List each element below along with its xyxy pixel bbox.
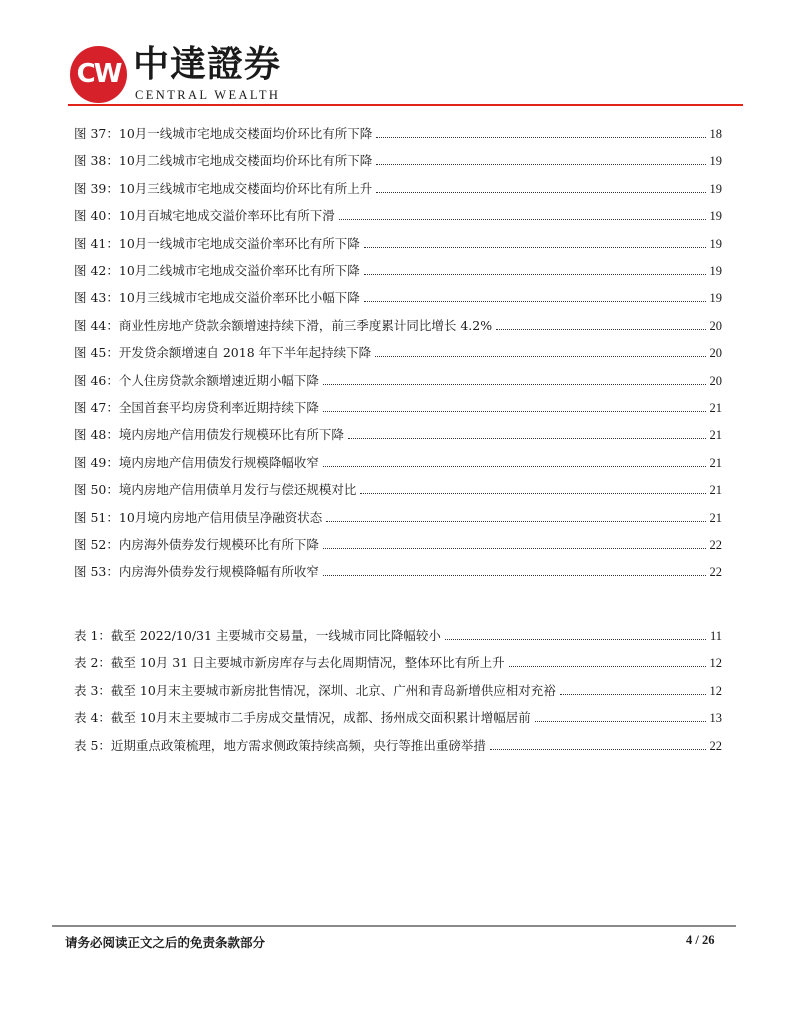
toc-entry-page: 12 (709, 656, 722, 671)
toc-entry[interactable] (74, 151, 722, 171)
header-divider (68, 104, 743, 106)
dot-leader (535, 720, 706, 722)
toc-entry-page: 22 (709, 565, 722, 580)
toc-entry[interactable] (74, 288, 722, 308)
dot-leader (339, 218, 706, 220)
toc-entry-label: 表 4：截至 10月末主要城市二手房成交量情况，成都、扬州成交面积累计增幅居前 (74, 710, 531, 726)
toc-entry-label: 图 39：10月三线城市宅地成交楼面均价环比有所上升 (74, 180, 373, 196)
toc-entry-page: 19 (709, 291, 722, 306)
toc-entry-label: 图 48：境内房地产信用债发行规模环比有所下降 (74, 427, 344, 443)
toc-entry-label: 表 5：近期重点政策梳理，地方需求侧政策持续高频，央行等推出重磅举措 (74, 737, 486, 753)
toc-entry-label: 图 37：10月一线城市宅地成交楼面均价环比有所下降 (74, 126, 373, 141)
toc-entry-label: 图 42：10月二线城市宅地成交溢价率环比有所下降 (74, 263, 360, 278)
toc-entry-page: 21 (709, 483, 722, 498)
toc-entry-label: 图 43：10月三线城市宅地成交溢价率环比小幅下降 (74, 290, 360, 306)
toc-entry-label: 图 47：全国首套平均房贷利率近期持续下降 (74, 400, 319, 415)
toc-entry-page: 21 (709, 510, 722, 525)
toc-entry[interactable] (74, 453, 722, 473)
toc-entry-page: 13 (709, 711, 722, 726)
toc-entry-label: 表 2：截至 10月 31 日主要城市新房库存与去化周期情况，整体环比有所上升 (74, 655, 505, 671)
dot-leader (376, 191, 705, 193)
dot-leader (323, 383, 706, 385)
dot-leader (490, 748, 706, 750)
dot-leader (376, 136, 705, 138)
toc-entry-page: 12 (709, 683, 722, 698)
toc-entry-page: 19 (709, 181, 722, 196)
toc-entry-page: 22 (709, 538, 722, 552)
toc-entry-page: 20 (709, 373, 722, 388)
toc-entry-label: 图 45：开发贷余额增速自 2018 年下半年起持续下降 (74, 345, 372, 361)
toc-entry[interactable] (74, 124, 722, 144)
company-name-en: CENTRAL WEALTH (135, 88, 281, 102)
toc-entry-label: 图 46：个人住房贷款余额增速近期小幅下降 (74, 372, 319, 388)
logo-mark: CW (76, 59, 121, 89)
dot-leader (375, 355, 705, 357)
toc-entry-page: 19 (709, 264, 722, 278)
toc-entry[interactable] (74, 371, 722, 391)
toc-entry[interactable] (74, 206, 722, 226)
toc-entry-label: 图 53：内房海外债券发行规模降幅有所收窄 (74, 564, 319, 580)
dot-leader (364, 300, 706, 302)
toc-entry-page: 21 (709, 455, 722, 470)
toc-entry-label: 图 40：10月百城宅地成交溢价率环比有所下滑 (74, 208, 335, 224)
toc-entry[interactable] (74, 736, 722, 756)
toc-entry[interactable] (74, 261, 722, 281)
dot-leader (364, 246, 706, 248)
toc-entry[interactable] (74, 626, 722, 646)
toc-entry[interactable] (74, 708, 722, 728)
footer-divider (52, 925, 736, 927)
toc-entry[interactable] (74, 425, 722, 445)
page-header (0, 0, 791, 112)
company-name-cn: 中達證券 (133, 43, 282, 85)
toc-entry-page: 11 (709, 629, 722, 643)
toc-entry[interactable] (74, 398, 722, 418)
dot-leader (360, 492, 705, 494)
dot-leader (323, 410, 706, 412)
toc-entry-page: 22 (709, 738, 722, 753)
toc-entry-label: 图 50：境内房地产信用债单月发行与偿还规模对比 (74, 482, 357, 498)
dot-leader (496, 328, 705, 330)
toc-entry-page: 19 (709, 209, 722, 224)
footer-disclaimer: 请务必阅读正文之后的免责条款部分 (65, 935, 266, 950)
toc-entry-label: 表 3：截至 10月末主要城市新房批售情况，深圳、北京、广州和青岛新增供应相对充裕 (74, 682, 556, 698)
dot-leader (348, 437, 706, 439)
toc-entry[interactable] (74, 508, 722, 528)
page-number: 4 / 26 (686, 933, 715, 947)
toc-entry[interactable] (74, 480, 722, 500)
dot-leader (560, 693, 706, 695)
dot-leader (323, 547, 706, 549)
toc-entry-page: 21 (709, 428, 722, 443)
dot-leader (364, 273, 706, 275)
toc-entry-page: 19 (709, 154, 722, 169)
toc-entry-page: 20 (709, 346, 722, 361)
toc-entry-page: 20 (709, 318, 722, 333)
toc-entry[interactable] (74, 179, 722, 199)
toc-entry-page: 18 (709, 127, 722, 141)
toc-entry[interactable] (74, 234, 722, 254)
toc-entry-label: 图 52：内房海外债券发行规模环比有所下降 (74, 537, 319, 552)
toc-entry[interactable] (74, 653, 722, 673)
toc-entry[interactable] (74, 681, 722, 701)
dot-leader (326, 520, 705, 522)
toc-entry[interactable] (74, 562, 722, 582)
toc-entry[interactable] (74, 535, 722, 555)
toc-entry-page: 21 (709, 401, 722, 415)
toc-entry-label: 图 44：商业性房地产贷款余额增速持续下滑，前三季度累计同比增长 4.2% (74, 317, 493, 333)
toc-entry[interactable] (74, 316, 722, 336)
dot-leader (509, 665, 706, 667)
toc-entry[interactable] (74, 343, 722, 363)
toc-entry-label: 表 1：截至 2022/10/31 主要城市交易量，一线城市同比降幅较小 (74, 628, 441, 643)
dot-leader (323, 465, 706, 467)
toc-entry-label: 图 51：10月境内房地产信用债呈净融资状态 (74, 509, 323, 525)
dot-leader (376, 163, 705, 165)
toc-entry-page: 19 (709, 236, 722, 251)
company-logo-icon (70, 46, 127, 103)
dot-leader (323, 574, 706, 576)
toc-entry-label: 图 38：10月二线城市宅地成交楼面均价环比有所下降 (74, 153, 373, 169)
toc-entry-label: 图 41：10月一线城市宅地成交溢价率环比有所下降 (74, 235, 360, 251)
dot-leader (445, 638, 706, 640)
toc-entry-label: 图 49：境内房地产信用债发行规模降幅收窄 (74, 454, 319, 470)
